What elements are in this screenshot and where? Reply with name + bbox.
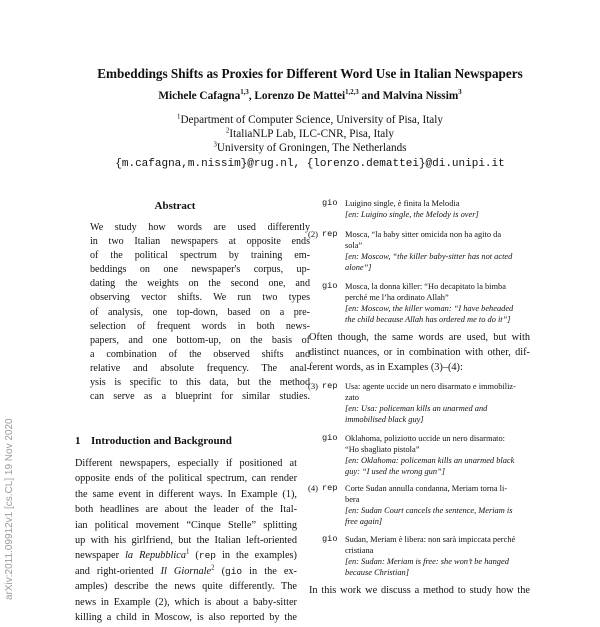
body-line: distinct nuances, or in combination with other, dif-: [309, 346, 530, 358]
affiliation: [40, 114, 580, 126]
abstract-line: in two Italian newspapers at opposite ends: [90, 236, 310, 248]
headline-line: sola”: [345, 241, 363, 250]
body-line: ian political movement “Cinque Stelle” splitting: [75, 519, 297, 531]
abstract-line: selection of frequent words in both news-: [90, 320, 310, 332]
source-tag: gio: [322, 433, 338, 443]
abstract-line: ysis is specific to this data, but the method: [90, 377, 310, 389]
headline-line: Mosca, “la baby sitter omicida non ha agito da: [345, 230, 502, 239]
affiliation-marker: 1: [177, 113, 181, 121]
source-tag: gio: [322, 198, 338, 208]
footnote-marker: 1: [186, 548, 190, 556]
body-paragraph: [309, 332, 530, 376]
section-heading-introduction: [75, 435, 232, 447]
text-run: in the ex-: [242, 565, 297, 577]
author-name: Michele Cafagna: [158, 90, 241, 102]
code-tag: gio: [225, 565, 243, 577]
author-separator: ,: [248, 90, 255, 102]
body-line: opposite ends of the political spectrum, can render: [75, 473, 297, 485]
example-text: [345, 229, 561, 273]
gloss-line: alone”]: [345, 263, 372, 272]
body-line: news in Example (2), which is about a baby-sitter: [75, 596, 297, 608]
author-separator: and: [358, 90, 383, 102]
abstract-heading: Abstract: [154, 200, 196, 212]
gloss-line: immobilised black guy]: [345, 415, 424, 424]
abstract-line: of analysis, one top-down, based on a pre-: [90, 306, 310, 318]
headline-line: Oklahoma, poliziotto uccide un nero disarmato:: [345, 434, 506, 443]
gloss-line: [en: Sudan: Meriam is free: she won’t be hanged: [345, 557, 509, 566]
gloss-line: [en: Moscow, “the killer baby-sitter has not acted: [345, 252, 513, 261]
gloss-line: [en: Usa: policeman kills an unarmed and: [345, 404, 488, 413]
affiliation: [40, 142, 580, 154]
example-text: [345, 433, 561, 477]
headline-line: Corte Sudan annulla condanna, Meriam torna li-: [345, 484, 508, 493]
text-run: newspaper: [75, 550, 126, 562]
headline-line: Mosca, la donna killer: “Ho decapitato la bimba: [345, 282, 506, 291]
abstract-line: observing vector shifts. We run two types: [90, 292, 310, 304]
gloss-line: because Christian]: [345, 568, 409, 577]
source-tag: rep: [322, 229, 338, 239]
author-name: Lorenzo De Mattei: [254, 90, 346, 102]
abstract-body: [90, 222, 310, 405]
body-line: the same event in different ways. In Example (1),: [75, 488, 297, 500]
gloss-line: [en: Moscow, the killer woman: “I have beheaded: [345, 304, 514, 313]
code-tag: rep: [198, 550, 216, 562]
headline-line: Sudan, Meriam è libera: non sarà impiccata perché: [345, 535, 516, 544]
affiliation-marker: 2: [226, 127, 230, 135]
footnote-marker: 2: [211, 564, 215, 572]
body-line: Different newspapers, especially if positioned at: [75, 458, 297, 469]
body-line: Often though, the same words are used, but with: [309, 332, 530, 343]
author-affiliation-marker: 1,3: [240, 89, 249, 97]
headline-line: “Ho sbagliato pistola”: [345, 445, 420, 454]
body-line: [75, 550, 297, 565]
headline-line: Usa: agente uccide un nero disarmato e immobiliz-: [345, 382, 516, 391]
author-affiliation-marker: 1,2,3: [345, 89, 359, 97]
abstract-line: of the political spectrum by training em-: [90, 250, 310, 262]
arxiv-watermark: arXiv:2011.09912v1 [cs.CL] 19 Nov 2020: [4, 418, 15, 600]
abstract-line: We study how words are used differently: [90, 222, 310, 233]
example-number: (2): [308, 229, 319, 239]
example-text: [345, 381, 561, 425]
headline-line: bera: [345, 495, 360, 504]
author-emails: {m.cafagna,m.nissim}@rug.nl, {lorenzo.demattei}@di.unipi.it: [115, 158, 505, 170]
body-line: amples) describe the news quite differently. The: [75, 581, 297, 593]
author-list: [40, 90, 580, 102]
body-paragraph: [309, 585, 530, 600]
newspaper-name: Il Giornale: [160, 565, 212, 577]
affiliation-marker: 3: [213, 141, 217, 149]
abstract-line: beddings on one newspaper's corpus, up-: [90, 264, 310, 276]
abstract-line: dating the weights on the second one, and: [90, 278, 310, 290]
text-run: and right-oriented: [75, 565, 161, 577]
introduction-body: [75, 458, 297, 627]
author-affiliation-marker: 3: [458, 89, 462, 97]
example-text: [345, 534, 561, 578]
example-number: (3): [308, 381, 319, 391]
gloss-line: [en: Luigino single, the Melody is over]: [345, 210, 479, 219]
abstract-line: a combination of the observed shifts and: [90, 348, 310, 360]
section-number: 1: [75, 435, 81, 447]
gloss-line: the child because Allah has ordered me to do it”]: [345, 315, 511, 324]
example-text: [345, 281, 561, 325]
affiliation-text: University of Groningen, The Netherlands: [216, 142, 407, 154]
example-text: [345, 483, 561, 527]
source-tag: rep: [322, 483, 338, 493]
abstract-line: papers, and one bottom-up, on the basis of: [90, 334, 310, 346]
body-line: killing a child in Moscow, is also reported by the: [75, 611, 297, 623]
headline-line: perché me l’ha ordinato Allah”: [345, 293, 449, 302]
gloss-line: [en: Sudan Court cancels the sentence, Meriam is: [345, 506, 513, 515]
gloss-line: guy: “I used the wrong gun”]: [345, 467, 445, 476]
abstract-line: can serve as a blueprint for similar studies.: [90, 391, 310, 403]
text-run: in the examples): [215, 550, 297, 562]
headline-line: cristiana: [345, 546, 374, 555]
body-line: both headlines are about the leader of the Ital-: [75, 504, 297, 516]
headline-line: zato: [345, 393, 359, 402]
body-line: In this work we discuss a method to study how the: [309, 585, 530, 596]
newspaper-name: la Repubblica: [125, 550, 186, 562]
example-text: [345, 198, 561, 220]
affiliation: [40, 128, 580, 140]
abstract-line: relative and absolute frequency. The anal-: [90, 362, 310, 374]
example-number: (4): [308, 483, 319, 493]
paper-title: Embeddings Shifts as Proxies for Different Word Use in Italian Newspapers: [97, 66, 523, 81]
text-run: (: [214, 565, 225, 577]
affiliation-text: Department of Computer Science, University of Pisa, Italy: [180, 114, 443, 126]
text-run: (: [189, 550, 199, 562]
body-line: up with his girlfriend, but the Italian left-oriented: [75, 534, 297, 546]
source-tag: rep: [322, 381, 338, 391]
gloss-line: free again]: [345, 517, 383, 526]
headline-line: Luigino single, è finita la Melodia: [345, 199, 460, 208]
source-tag: gio: [322, 281, 338, 291]
section-title: Introduction and Background: [91, 435, 232, 447]
affiliation-text: ItaliaNLP Lab, ILC-CNR, Pisa, Italy: [229, 128, 394, 140]
author-name: Malvina Nissim: [382, 90, 459, 102]
body-line: ferent words, as in Examples (3)–(4):: [309, 361, 463, 373]
body-line: [75, 566, 297, 581]
source-tag: gio: [322, 534, 338, 544]
gloss-line: [en: Oklahoma: policeman kills an unarmed black: [345, 456, 515, 465]
